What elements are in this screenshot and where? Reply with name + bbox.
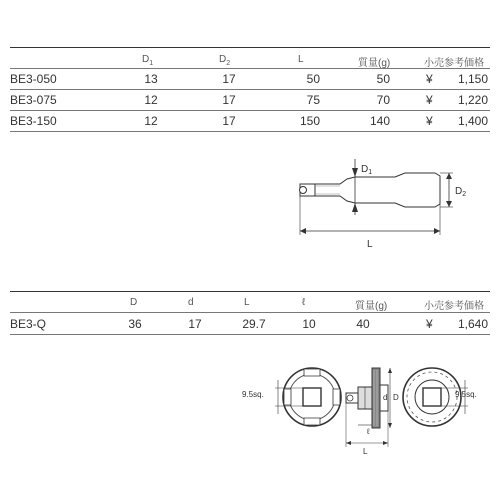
- yen-sign: ¥: [426, 72, 433, 86]
- table2-header-d: d: [188, 297, 194, 308]
- table1-d1: 12: [144, 114, 158, 128]
- table1-price: 1,150: [457, 72, 488, 86]
- table1-header-rule: [10, 68, 490, 69]
- square-drive-icon: [303, 388, 321, 406]
- table1-row-rule: [10, 89, 490, 90]
- table1-d1: 13: [144, 72, 158, 86]
- table1-row-rule: [10, 110, 490, 111]
- adapter-end-view-left: [242, 368, 341, 426]
- table1-header-d1: $D_1$: [142, 54, 154, 67]
- table2-weight: 40: [356, 317, 370, 331]
- big-d-label: D: [393, 393, 399, 402]
- table1-d1: 12: [144, 93, 158, 107]
- table1-d2: 17: [222, 93, 236, 107]
- table1-l: 150: [299, 114, 320, 128]
- d2-label: $D_2$: [455, 186, 467, 198]
- table1-d2: 17: [222, 72, 236, 86]
- table2-ell: 10: [302, 317, 316, 331]
- square-socket-icon: [423, 388, 441, 406]
- table1-top-rule: [10, 47, 490, 48]
- yen-sign: ¥: [426, 93, 433, 107]
- adapter-diagram: [240, 355, 495, 455]
- yen-sign: ¥: [426, 114, 433, 128]
- table1-d2: 17: [222, 114, 236, 128]
- adapter-side-view: [346, 368, 399, 455]
- l-label: L: [367, 239, 373, 250]
- table2-D: 36: [128, 317, 142, 331]
- table1-header-weight: 質量(g): [358, 58, 391, 69]
- table1-price: 1,400: [457, 114, 488, 128]
- adapter-end-view-right: [403, 368, 477, 426]
- table1-header-l: L: [298, 54, 304, 65]
- sq-left-label: 9.5sq.: [242, 390, 264, 399]
- table2-price: 1,640: [457, 317, 488, 331]
- table1-price: 1,220: [457, 93, 488, 107]
- table2-header-ell: ℓ: [302, 297, 306, 308]
- table2-header-D: D: [130, 297, 138, 308]
- table1-model: BE3-075: [10, 93, 57, 107]
- ball-detent-icon: [300, 187, 307, 194]
- ell-label: ℓ: [367, 427, 370, 436]
- sq-right-label: 9.5sq.: [455, 390, 477, 399]
- table2-header-weight: 質量(g): [355, 301, 388, 312]
- table2-bottom-rule: [10, 334, 490, 335]
- table1-l: 50: [306, 72, 320, 86]
- big-l-label: L: [363, 447, 368, 455]
- yen-sign: ¥: [426, 317, 433, 331]
- d-label: d: [383, 393, 388, 402]
- table1-model: BE3-050: [10, 72, 57, 86]
- table2-header-L: L: [244, 297, 250, 308]
- table2-d: 17: [188, 317, 202, 331]
- d1-label: $D_1$: [361, 164, 373, 176]
- table2-header-price: 小売参考価格: [424, 301, 484, 312]
- table2-top-rule: [10, 291, 490, 292]
- table1-bottom-rule: [10, 131, 490, 132]
- extension-bar-body: [300, 173, 440, 207]
- table2-header-rule: [10, 312, 490, 313]
- table1-weight: 50: [376, 72, 390, 86]
- table1-header-d2: $D_2$: [219, 54, 231, 67]
- table1-weight: 70: [376, 93, 390, 107]
- table2-L: 29.7: [242, 317, 266, 331]
- table2-model: BE3-Q: [10, 317, 47, 331]
- table1-l: 75: [306, 93, 320, 107]
- table1-weight: 140: [369, 114, 390, 128]
- table1-model: BE3-150: [10, 114, 57, 128]
- table1-header-price: 小売参考価格: [424, 58, 484, 69]
- extension-bar-diagram: [285, 155, 485, 255]
